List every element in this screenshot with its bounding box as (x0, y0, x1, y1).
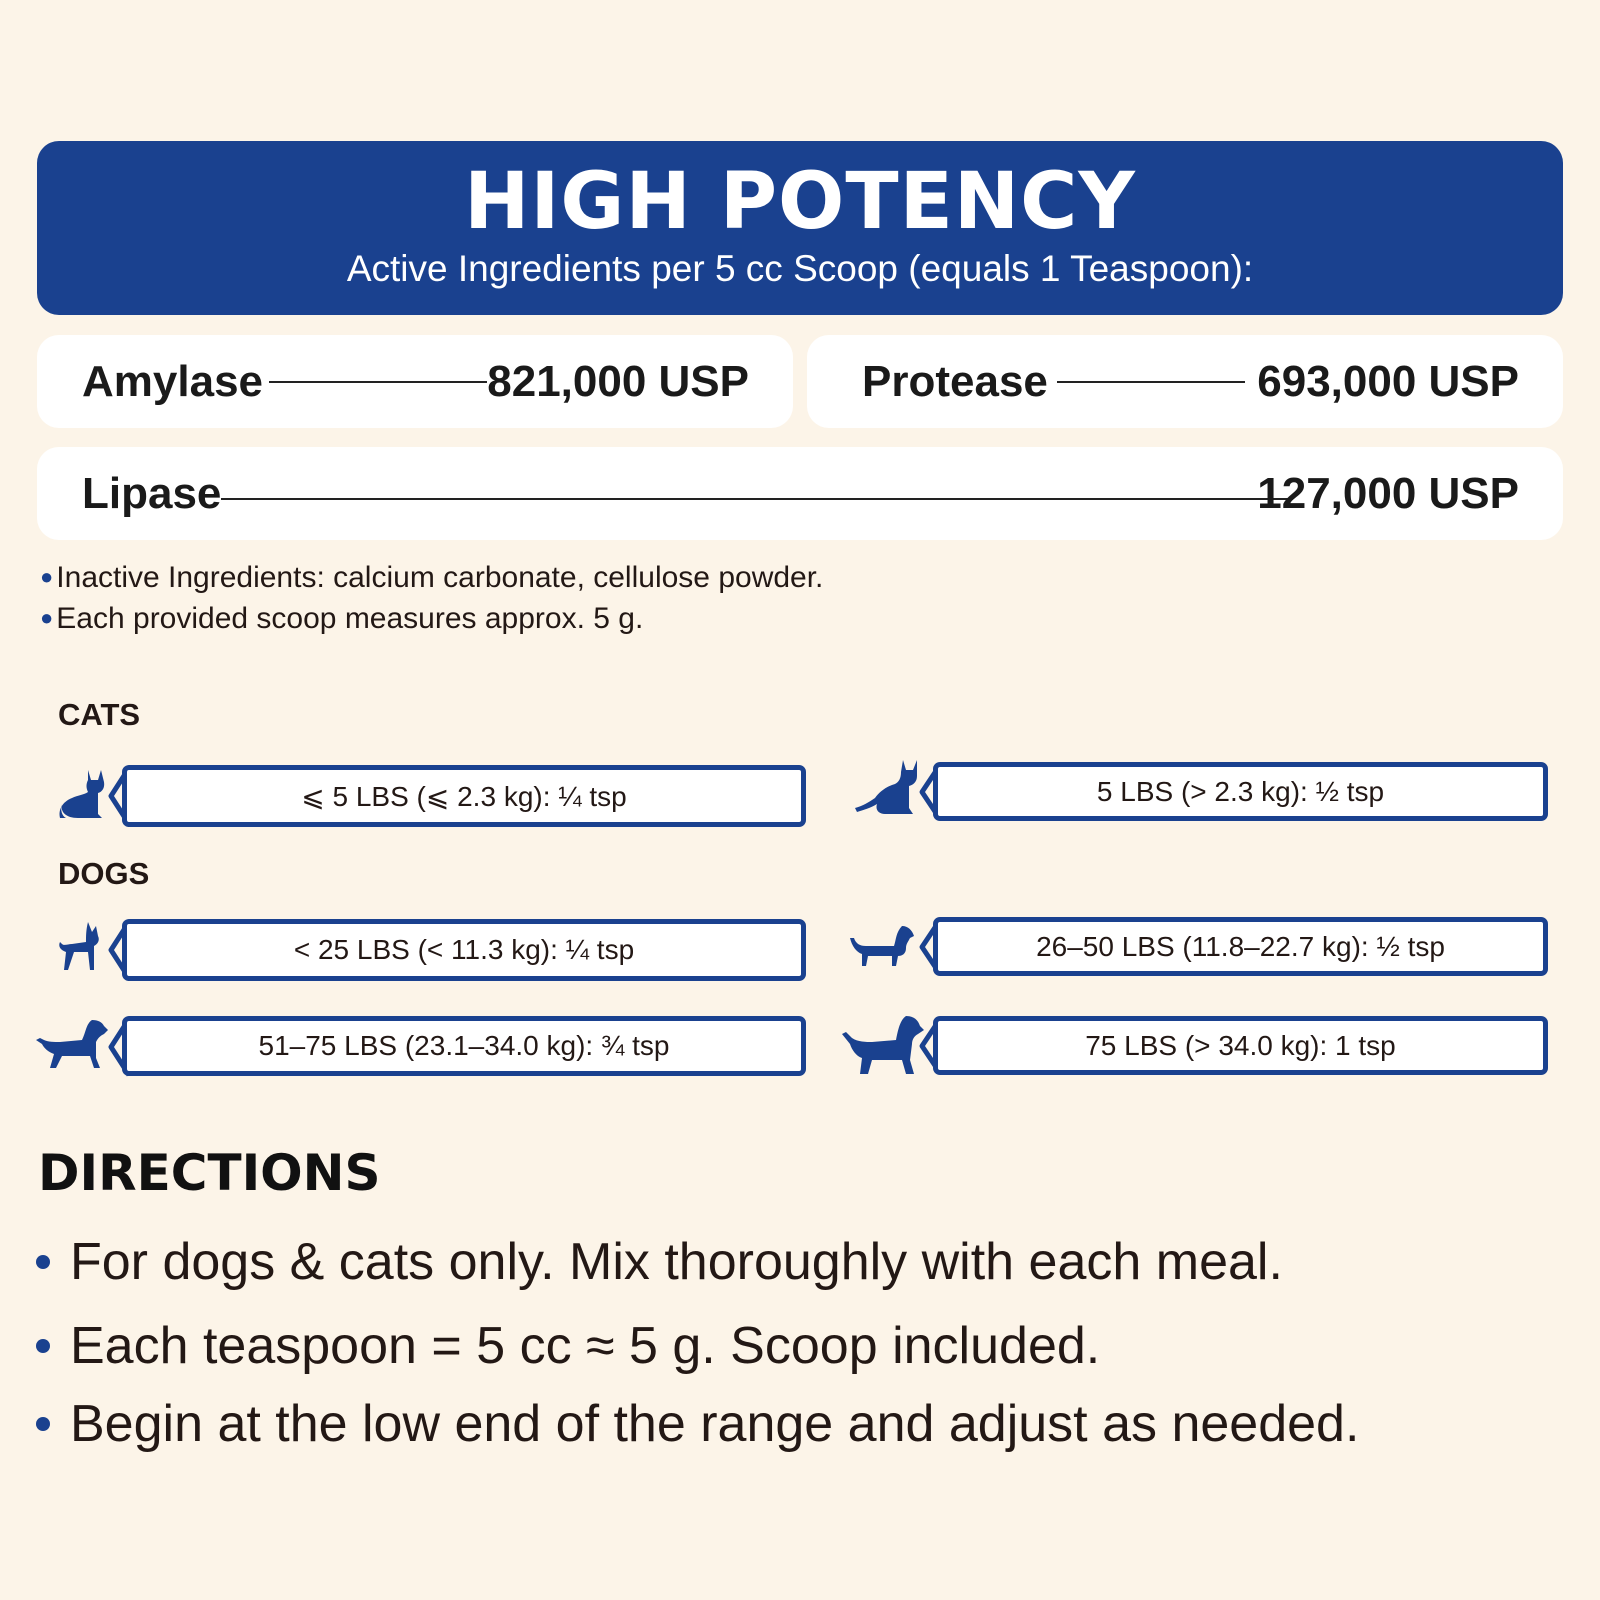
ingredient-name: Protease (862, 357, 1048, 406)
medium-dog-icon (36, 1018, 108, 1072)
bullet-icon (36, 1417, 50, 1431)
dosage-text: 5 LBS (> 2.3 kg): ½ tsp (1096, 775, 1385, 807)
dosage-text: 26–50 LBS (11.8–22.7 kg): ½ tsp (1036, 930, 1445, 962)
bullet-icon: ● (40, 564, 54, 589)
ingredient-card-amylase (37, 335, 793, 428)
dosage-box-medium-large-dog (122, 1016, 806, 1076)
dosage-box-large-cat (933, 762, 1548, 821)
header-banner (37, 141, 1563, 315)
dachshund-icon (850, 924, 916, 968)
leader-line (269, 381, 487, 383)
large-cat-icon (855, 758, 919, 816)
scoop-note: ● Each provided scoop measures approx. 5 g. (40, 602, 644, 635)
dosage-box-large-dog (933, 1016, 1548, 1075)
leader-line (221, 498, 1293, 500)
ingredient-card-lipase (37, 447, 1563, 540)
bullet-icon: ● (40, 605, 54, 630)
direction-item: Begin at the low end of the range and adjust as needed. (36, 1398, 1359, 1450)
small-dog-icon (56, 922, 104, 972)
large-dog-icon (842, 1014, 924, 1078)
cats-label: CATS (58, 697, 141, 732)
ingredient-value: 127,000 USP (1257, 469, 1519, 518)
small-cat-icon (58, 768, 108, 820)
dosage-text: < 25 LBS (< 11.3 kg): ¼ tsp (293, 934, 635, 965)
direction-item: For dogs & cats only. Mix thoroughly with each meal. (36, 1236, 1283, 1288)
dogs-label: DOGS (58, 856, 150, 891)
ingredient-name: Lipase (82, 469, 222, 518)
bullet-icon (36, 1339, 50, 1353)
ingredient-name: Amylase (82, 357, 264, 406)
dosage-box-medium-dog (933, 917, 1548, 976)
ingredient-value: 693,000 USP (1257, 357, 1519, 406)
dosage-text: 75 LBS (> 34.0 kg): 1 tsp (1085, 1029, 1396, 1061)
dosage-box-small-dog (122, 919, 806, 981)
ingredient-card-protease (807, 335, 1563, 428)
direction-item: Each teaspoon = 5 cc ≈ 5 g. Scoop included. (36, 1320, 1100, 1372)
inactive-ingredients-note: ● Inactive Ingredients: calcium carbonate, cellulose powder. (40, 561, 824, 594)
page-title: HIGH POTENCY (464, 157, 1136, 247)
leader-line (1057, 381, 1245, 383)
header-subtitle: Active Ingredients per 5 cc Scoop (equals 1 Teaspoon): (346, 248, 1254, 289)
dosage-box-small-cat (122, 765, 806, 827)
directions-title: DIRECTIONS (38, 1144, 381, 1202)
bullet-icon (36, 1255, 50, 1269)
dosage-text: 51–75 LBS (23.1–34.0 kg): ¾ tsp (258, 1030, 670, 1061)
dosage-text: ⩽ 5 LBS (⩽ 2.3 kg): ¼ tsp (301, 780, 627, 812)
ingredient-value: 821,000 USP (487, 357, 749, 406)
